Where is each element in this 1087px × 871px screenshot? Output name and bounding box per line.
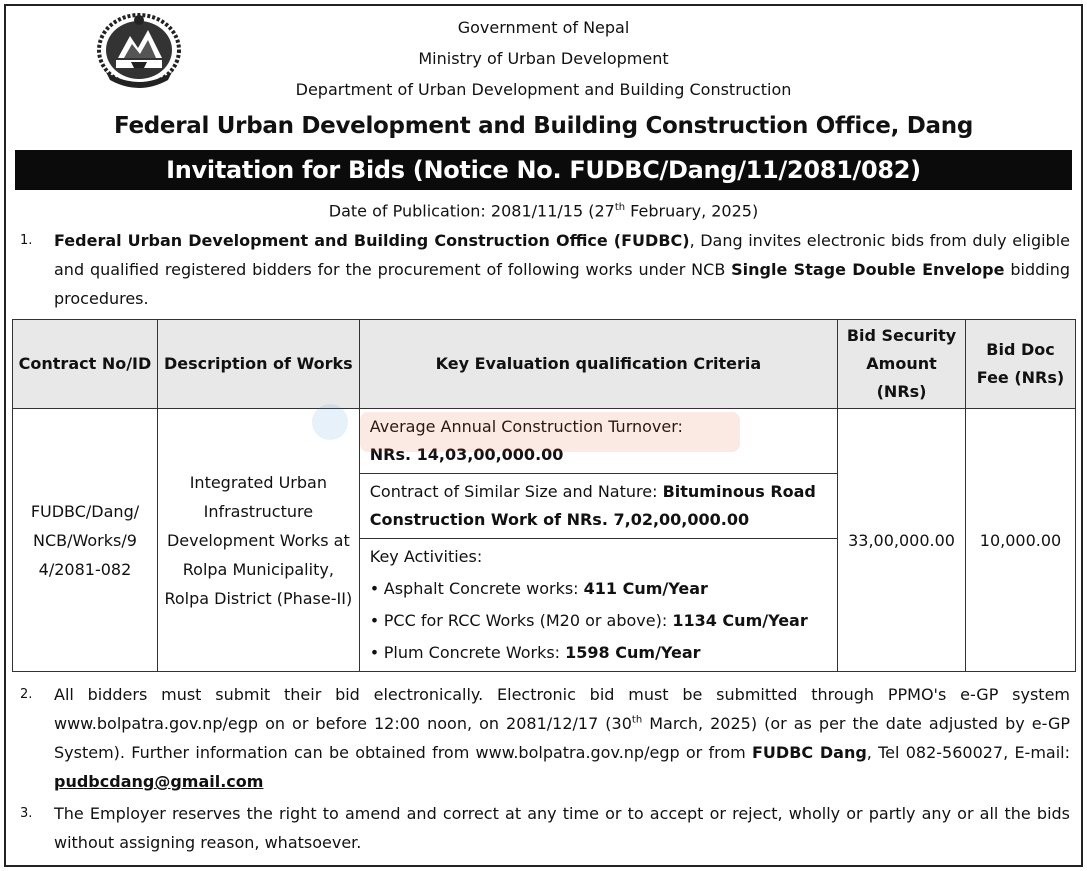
description-cell: Integrated Urban Infrastructure Development Works at Rolpa Municipality, Rolpa District (Phase-II): [157, 409, 359, 672]
ministry-line: Ministry of Urban Development: [418, 49, 669, 68]
paragraph-2: 2. All bidders must submit their bid electronically. Electronic bid must be submitted through PPMO's e-GP system www.bolpatra.gov.np/egp on or before 12:00 noon, on 2081/12/17 (30th March, 2025) (or as per the date adjusted by e-GP System). Further information can be obtained from www.bolpatra.gov.np/egp or from FUDBC Dang, Tel 082-560027, E-mail: pudbcdang@gmail.com: [20, 680, 1070, 796]
header-criteria: Key Evaluation qualification Criteria: [359, 320, 837, 409]
paragraph-1: 1. Federal Urban Development and Building Construction Office (FUDBC), Dang invites electronic bids from duly eligible and qualified registered bidders for the procurement of following works under NCB Single Stage Double Envelope bidding procedures.: [20, 226, 1070, 313]
similar-contract-criterion: Contract of Similar Size and Nature: Bituminous Road Construction Work of NRs. 7,02,00,000.00: [360, 474, 837, 539]
header-bid-doc-fee: Bid Doc Fee (NRs): [966, 320, 1076, 409]
header-description: Description of Works: [157, 320, 359, 409]
contact-office: FUDBC Dang: [751, 743, 867, 762]
paragraph-number: 2.: [20, 687, 33, 702]
paragraph-number: 3.: [20, 806, 33, 821]
header-bid-security: Bid Security Amount (NRs): [838, 320, 966, 409]
bid-security-cell: 33,00,000.00: [838, 409, 966, 672]
contract-id-cell: FUDBC/Dang/ NCB/Works/9 4/2081-082: [13, 409, 158, 672]
notice-banner: Invitation for Bids (Notice No. FUDBC/Dang/11/2081/082): [15, 150, 1072, 190]
office-title: Federal Urban Development and Building Construction Office, Dang: [113, 113, 973, 139]
bid-doc-fee-cell: 10,000.00: [966, 409, 1076, 672]
email-link[interactable]: pudbcdang@gmail.com: [54, 772, 264, 791]
government-line: Government of Nepal: [457, 18, 630, 37]
list-item: • Plum Concrete Works: 1598 Cum/Year: [370, 638, 827, 667]
procurement-method: Single Stage Double Envelope: [731, 260, 1005, 279]
table-row: [13, 409, 1076, 672]
criteria-cell: [359, 409, 837, 672]
list-item: • PCC for RCC Works (M20 or above): 1134 Cum/Year: [370, 606, 827, 635]
paragraph-number: 1.: [20, 233, 33, 248]
header-contract-id: Contract No/ID: [13, 320, 158, 409]
paragraph-3: 3. The Employer reserves the right to amend and correct at any time or to accept or reject, wholly or partly any or all the bids without assigning reason, whatsoever.: [20, 799, 1070, 857]
department-line: Department of Urban Development and Building Construction: [295, 80, 792, 99]
turnover-criterion: Average Annual Construction Turnover: NRs. 14,03,00,000.00: [360, 409, 837, 474]
publication-date: Date of Publication: 2081/11/15 (27th February, 2025): [328, 201, 759, 221]
list-item: • Asphalt Concrete works: 411 Cum/Year: [370, 574, 827, 603]
office-name-bold: Federal Urban Development and Building Construction Office (FUDBC): [54, 231, 690, 250]
bid-table: [12, 319, 1076, 672]
key-activities: Key Activities: • Asphalt Concrete works: 411 Cum/Year • PCC for RCC Works (M20 or above): 1134 Cum/Year • Plum Concrete Works: 1598 Cum/Year: [360, 539, 837, 671]
